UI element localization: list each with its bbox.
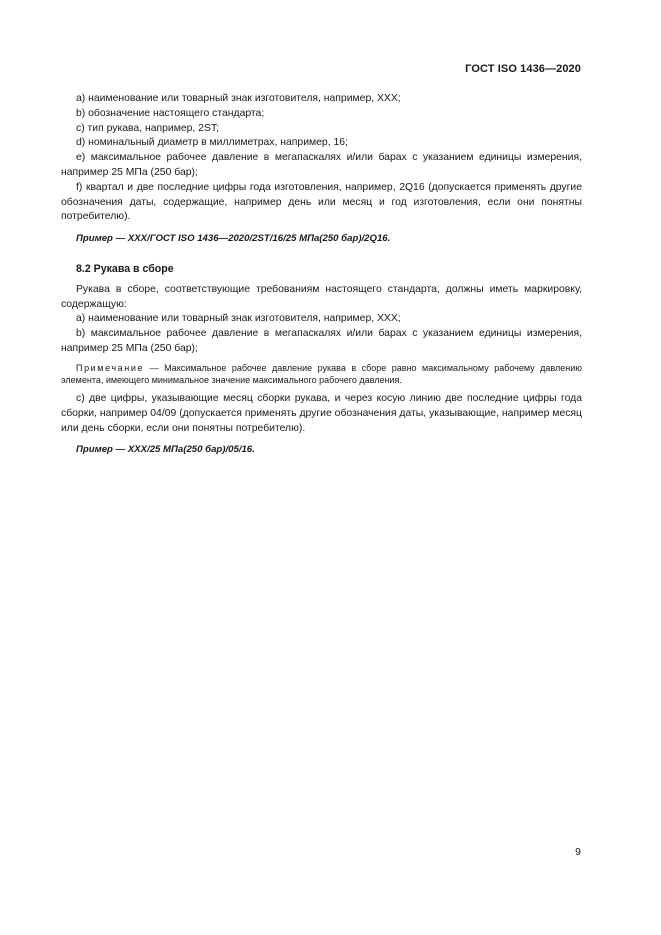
list-item-c: c) тип рукава, например, 2ST; bbox=[76, 122, 219, 134]
section-intro: Рукава в сборе, соответствующие требованиям настоящего стандарта, должны иметь маркировку, содержащую: bbox=[61, 283, 582, 310]
list-item-d: d) номинальный диаметр в миллиметрах, например, 16; bbox=[76, 137, 348, 149]
document-body bbox=[61, 92, 582, 458]
assembly-list-item-a: a) наименование или товарный знак изготовителя, например, XXX; bbox=[76, 313, 401, 325]
page-number: 9 bbox=[575, 846, 581, 858]
note-label: Примечание bbox=[76, 362, 145, 373]
section-title-8-2: 8.2 Рукава в сборе bbox=[76, 262, 174, 275]
document-code-header: ГОСТ ISO 1436—2020 bbox=[465, 63, 581, 75]
note-text: — Максимальное рабочее давление рукава в сборе равно максимальному рабочему давлению элемента, имеющего минимальное значение максимального рабочего давления. bbox=[61, 362, 582, 386]
note-paragraph bbox=[61, 362, 582, 387]
list-item-e: e) максимальное рабочее давление в мегапаскалях и/или барах с указанием единицы измерения, например 25 МПа (250 бар); bbox=[61, 152, 582, 178]
marking-example-assembly: Пример — XXX/25 МПа(250 бар)/05/16. bbox=[76, 444, 255, 456]
assembly-list-item-b: b) максимальное рабочее давление в мегапаскалях и/или барах с указанием единицы измерения, например 25 МПа (250 бар); bbox=[61, 328, 582, 354]
list-item-b: b) обозначение настоящего стандарта; bbox=[76, 107, 265, 119]
list-item-f: f) квартал и две последние цифры года изготовления, например, 2Q16 (допускается применять другие обозначения даты, содержащие, например день или месяц и год изготовления, если они понятны потребителю). bbox=[61, 181, 582, 223]
assembly-list-item-c: c) две цифры, указывающие месяц сборки рукава, и через косую линию две последние цифры года сборки, например 04/09 (допускается применять другие обозначения даты, указывающие, например месяц или день сборки, если они понятны потребителю). bbox=[61, 392, 582, 434]
list-item-a: a) наименование или товарный знак изготовителя, например, XXX; bbox=[76, 93, 401, 104]
marking-example-hose: Пример — XXX/ГОСТ ISO 1436—2020/2ST/16/25 МПа(250 бар)/2Q16. bbox=[76, 233, 391, 245]
